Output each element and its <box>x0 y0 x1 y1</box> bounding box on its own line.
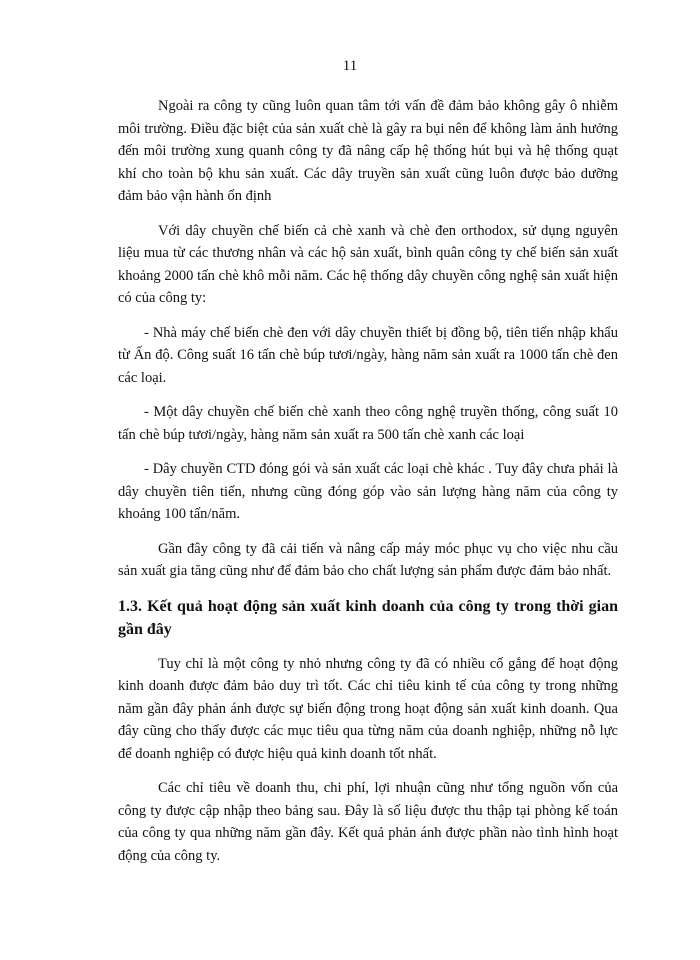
paragraph-environment: Ngoài ra công ty cũng luôn quan tâm tới vấn đề đảm bảo không gây ô nhiễm môi trường. Điều đặc biệt của sản xuất chè là gây ra bụi nên để không làm ảnh hưởng đến môi trường xung quanh công ty đã nâng cấp hệ thống hút bụi và hệ thống quạt khí cho toàn bộ khu sản xuất. Các dây truyền sản xuất cũng luôn được bảo dưỡng đảm bảo vận hành ổn định <box>118 98 618 204</box>
paragraph-indicators: Các chỉ tiêu về doanh thu, chi phí, lợi nhuận cũng như tổng nguồn vốn của công ty được cập nhập theo bảng sau. Đây là số liệu được thu thập tại phòng kế toán của công ty qua những năm gần đây. Kết quả phản ánh được phần nào tình hình hoạt động của công ty. <box>118 780 618 864</box>
paragraph-production-lines: Với dây chuyền chế biến cả chè xanh và chè đen orthodox, sử dụng nguyên liệu mua từ các thương nhân và các hộ sản xuất, bình quân công ty chế biến sản xuất khoảng 2000 tấn chè khô mỗi năm. Các hệ thống dây chuyền công nghệ sản xuất hiện có của công ty: <box>118 222 618 306</box>
list-item-black-tea-factory: - Nhà máy chế biến chè đen với dây chuyền thiết bị đồng bộ, tiên tiến nhập khẩu từ Ấn độ. Công suất 16 tấn chè búp tươi/ngày, hàng năm sản xuất ra 1000 tấn chè đen các loại. <box>118 324 618 386</box>
page-content <box>118 95 618 867</box>
page-number: 11 <box>342 58 358 74</box>
list-item-ctd-line: - Dây chuyền CTD đóng gói và sản xuất các loại chè khác . Tuy đây chưa phải là dây chuyền tiên tiến, nhưng cũng đóng góp vào sản lượng hàng năm của công ty khoảng 100 tấn/năm. <box>118 461 618 522</box>
list-item-green-tea-line: - Một dây chuyền chế biến chè xanh theo công nghệ truyền thống, công suất 10 tấn chè búp tươi/ngày, hàng năm sản xuất ra 500 tấn chè xanh các loại <box>118 404 618 443</box>
section-heading: 1.3. Kết quả hoạt động sản xuất kinh doanh của công ty trong thời gian gần đây <box>118 597 618 638</box>
paragraph-upgrades: Gần đây công ty đã cải tiến và nâng cấp máy móc phục vụ cho việc nhu cầu sản xuất gia tăng cũng như để đảm bảo cho chất lượng sản phẩm được đảm bảo nhất. <box>118 540 618 579</box>
paragraph-business-results: Tuy chỉ là một công ty nhỏ nhưng công ty đã có nhiều cố gắng để hoạt động kinh doanh được đảm bảo duy trì tốt. Các chỉ tiêu kinh tế của công ty trong những năm gần đây phản ánh được sự biến động trong hoạt động sản xuất kinh doanh. Qua đây cũng cho thấy được các mục tiêu qua từng năm của doanh nghiệp, những nỗ lực để doanh nghiệp có được hiệu quả kinh doanh tốt nhất. <box>118 655 618 762</box>
